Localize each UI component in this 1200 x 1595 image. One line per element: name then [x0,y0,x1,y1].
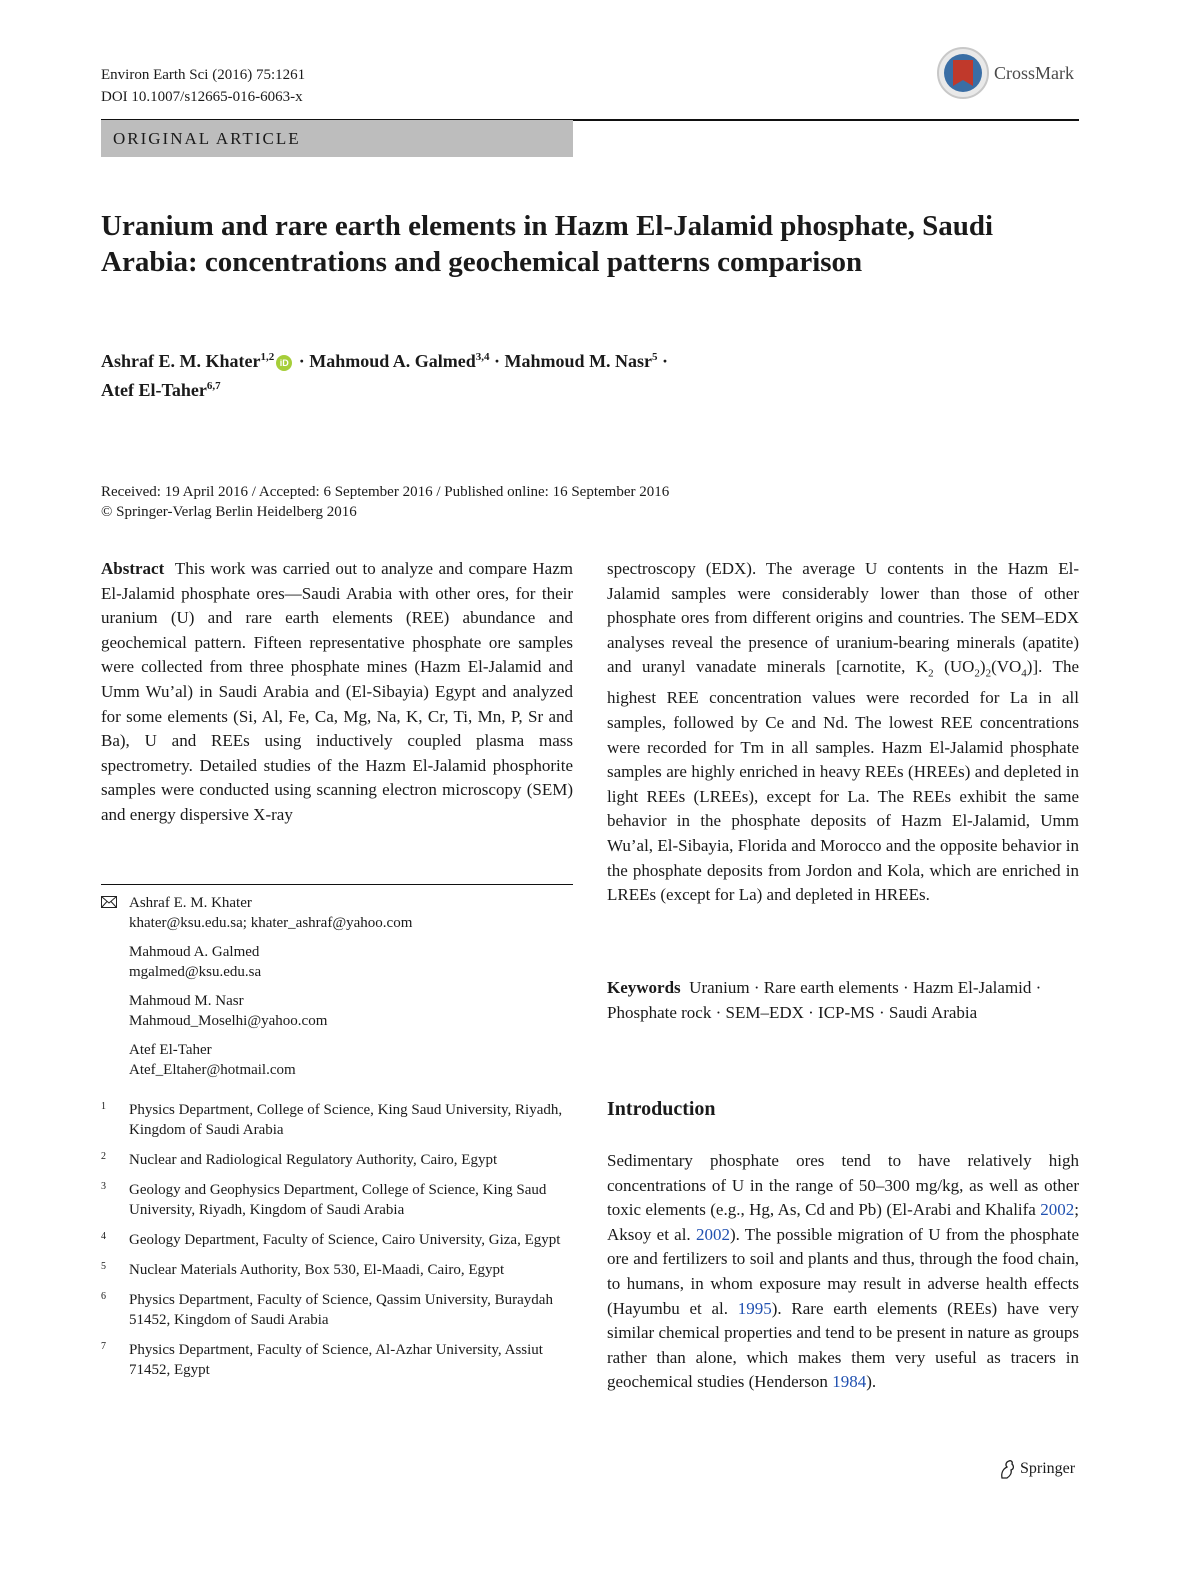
keywords-text: Uranium · Rare earth elements · Hazm El-Jalamid · Phosphate rock · SEM–EDX · ICP-MS · Saudi Arabia [607,978,1042,1022]
contact-entry [101,1040,573,1080]
abstract-text: (UO [933,657,975,677]
subscript: 2 [985,667,992,680]
citation-link[interactable]: 2002 [695,1224,730,1244]
affiliation [101,1340,573,1380]
contact-email[interactable]: Atef_Eltaher@hotmail.com [129,1062,296,1078]
journal-info [101,64,305,108]
history-dates: Received: 19 April 2016 / Accepted: 6 September 2016 / Published online: 16 September 2016 [101,484,670,500]
body-text: Sedimentary phosphate ores tend to have relatively high concentrations of U in the range of 50–300 mg/kg, as well as other toxic elements (e.g., Hg, As, Cd and Pb) (El-Arabi and Khalifa [607,1151,1079,1220]
affiliation-text: Geology and Geophysics Department, College of Science, King Saud University, Riyadh, Kingdom of Saudi Arabia [129,1182,547,1218]
affiliation [101,1260,573,1280]
abstract-label: Abstract [101,559,165,578]
keywords [607,976,1079,1025]
affiliation [101,1180,573,1220]
doi[interactable]: DOI 10.1007/s12665-016-6063-x [101,89,303,105]
contact-name: Mahmoud M. Nasr [129,993,244,1009]
author-name[interactable]: Mahmoud M. Nasr [504,351,653,371]
affiliation-text: Geology Department, Faculty of Science, Cairo University, Giza, Egypt [129,1232,561,1248]
affiliation-text: Physics Department, Faculty of Science, Qassim University, Buraydah 51452, Kingdom of Saudi Arabia [129,1292,553,1328]
author-list: Ashraf E. M. Khater$^{1,2}$ iD · Mahmoud A. Galmed$^{3,4}$ · Mahmoud M. Nasr$^5$ · Atef El-Taher$^{6,7}$ [101,351,669,400]
contact-name: Atef El-Taher [129,1042,212,1058]
citation-link[interactable]: 1984 [832,1372,867,1392]
citation-link[interactable]: 1995 [737,1298,772,1318]
affiliation-text: Nuclear Materials Authority, Box 530, El-Maadi, Cairo, Egypt [129,1262,505,1278]
contact-email[interactable]: Mahmoud_Moselhi@yahoo.com [129,1013,328,1029]
abstract-text: ) [979,657,986,677]
author-affil-sup: 3,4 [475,351,490,363]
affiliation-text: Physics Department, College of Science, King Saud University, Riyadh, Kingdom of Saudi Arabia [129,1102,563,1138]
affiliation [101,1230,573,1250]
author-affil-sup: 1,2 [260,351,275,363]
contact-name: Ashraf E. M. Khater [129,895,252,911]
contact-name: Mahmoud A. Galmed [129,944,260,960]
contact-entry [101,942,573,982]
journal-citation: Environ Earth Sci (2016) 75:1261 [101,67,306,83]
affiliation-number: 4 [101,1231,106,1242]
body-text: ; Aksoy et al. [607,1200,1079,1244]
abstract-text: spectroscopy (EDX). The average U contents in the Hazm El-Jalamid samples were considerably lower than those of other phosphate ores from different origins and countries. The SEM–EDX analyses reveal the presence of uranium-bearing minerals (apatite) and uranyl vanadate minerals [carnotite, K [607,559,1079,677]
crossmark-label: CrossMark [994,62,1074,83]
contact-email[interactable]: khater@ksu.edu.sa; khater_ashraf@yahoo.com [129,915,413,931]
crossmark-icon [936,46,990,100]
contact-list [101,893,573,1089]
citation-link[interactable]: 2002 [1040,1200,1075,1220]
abstract-text: )]. The highest REE concentration values were recorded for La in all samples, followed by Ce and Nd. The lowest REE concentrations were recorded for Tm in all samples. Hazm El-Jalamid phosphate samples are highly enriched in heavy REEs (HREEs) and depleted in light REEs (LREEs), except for La. The REEs exhibit the same behavior in the phosphate deposits of Hazm El-Jalamid, Umm Wu’al, El-Sibayia, Florida and Morocco and the opposite behavior in the phosphate deposits from Jordon and Kola, which are enriched in LREEs (except for La) and depleted in HREEs. [607,657,1079,905]
affiliation [101,1290,573,1330]
section-heading: Introduction [607,1098,716,1120]
article-type-banner: ORIGINAL ARTICLE [101,120,573,157]
author-name[interactable]: Ashraf E. M. Khater [101,351,261,371]
author-name[interactable]: Atef El-Taher [101,380,207,400]
body-text: ). The possible migration of U from the phosphate ore and fertilizers to soil and plants and thus, through the food chain, to humans, in whom exposure may result in adverse health effects (Hayumbu et al. [607,1224,1079,1318]
envelope-icon [101,896,117,908]
subscript: 4 [1021,667,1027,680]
copyright: © Springer-Verlag Berlin Heidelberg 2016 [101,504,357,520]
body-text: ). Rare earth elements (REEs) have very similar chemical properties and tend to be present in nature as groups rather than alone, which makes them very useful as tracers in geochemical studies (Henderson [607,1298,1079,1392]
abstract-left [101,557,573,828]
affiliation-number: 5 [101,1261,106,1272]
affiliation-number: 2 [101,1151,106,1162]
author-affil-sup: 6,7 [206,380,221,392]
contact-email[interactable]: mgalmed@ksu.edu.sa [129,964,262,980]
introduction-text [607,1149,1079,1395]
publication-dates [101,482,1001,522]
subscript: 2 [928,667,934,680]
affiliation-number: 6 [101,1291,106,1302]
affiliation-text: Nuclear and Radiological Regulatory Authority, Cairo, Egypt [129,1152,498,1168]
footnote-separator [101,884,573,885]
crossmark-badge[interactable] [936,46,1074,100]
paper-title: Uranium and rare earth elements in Hazm El-Jalamid phosphate, Saudi Arabia: concentrations and geochemical patterns comparison [101,210,994,278]
affiliation-list [101,1100,573,1390]
author-name[interactable]: Mahmoud A. Galmed [309,351,476,371]
affiliation [101,1100,573,1140]
subscript: 2 [974,667,980,680]
contact-entry [101,991,573,1031]
abstract-text: (VO [991,657,1022,677]
abstract-text: This work was carried out to analyze and compare Hazm El-Jalamid phosphate ores—Saudi Arabia with other ores, for their uranium (U) and rare earth elements (REE) abundance and geochemical pattern. Fifteen representative phosphate ore samples were collected from three phosphate mines (Hazm El-Jalamid and Umm Wu’al) in Saudi Arabia and (El-Sibayia) Egypt and analyzed for some elements (Si, Al, Fe, Ca, Mg, Na, K, Cr, Ti, Mn, P, Sr and Ba), U and REEs using inductively coupled plasma mass spectrometry. Detailed studies of the Hazm El-Jalamid phosphorite samples were conducted using scanning electron microscopy (SEM) and energy dispersive X-ray [101,559,573,824]
publisher-name: Springer [1020,1460,1076,1477]
affiliation-number: 1 [101,1101,106,1112]
body-text: ). [866,1372,877,1392]
orcid-icon[interactable]: iD [276,355,292,371]
abstract-right [607,557,1079,908]
affiliation [101,1150,573,1170]
keywords-label: Keywords [607,978,681,997]
affiliation-text: Physics Department, Faculty of Science, Al-Azhar University, Assiut 71452, Egypt [129,1342,543,1378]
affiliation-number: 3 [101,1181,106,1192]
author-affil-sup: 5 [652,351,658,363]
publisher-logo [998,1459,1075,1479]
affiliation-number: 7 [101,1341,106,1352]
contact-entry [101,893,573,933]
springer-horse-icon [998,1459,1016,1479]
